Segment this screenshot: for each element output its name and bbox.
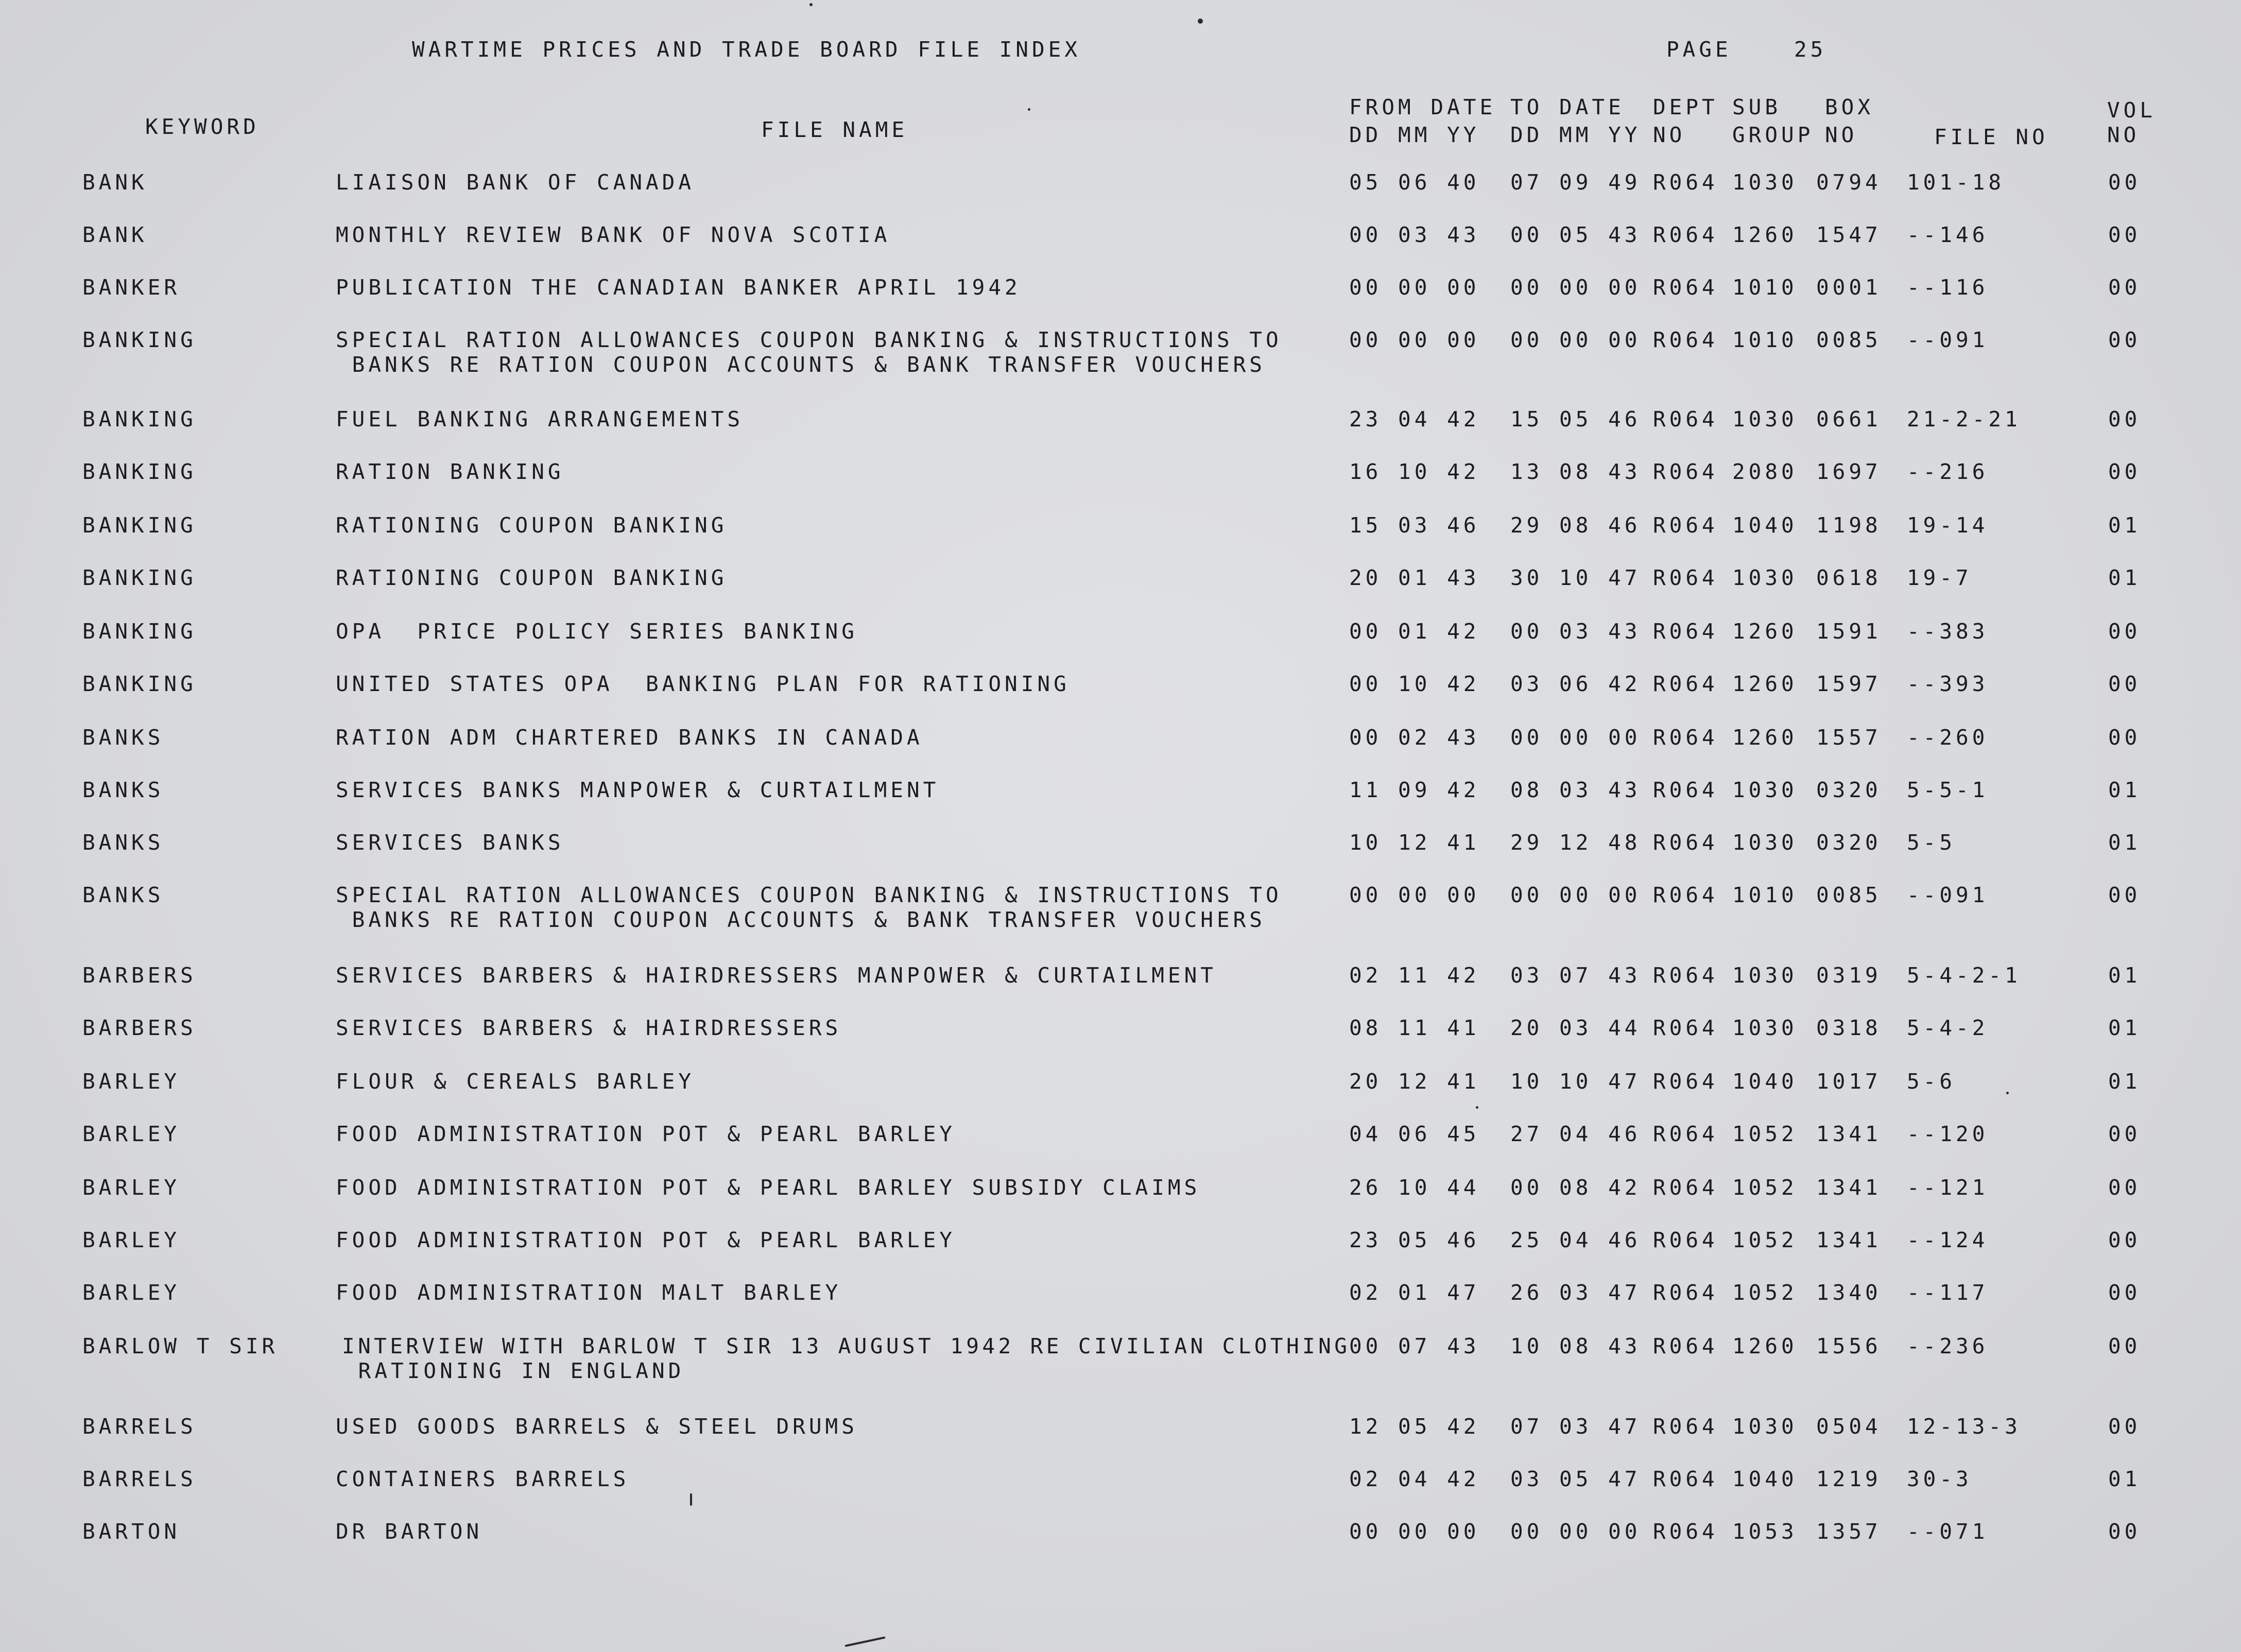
row-vol-no: 00	[2108, 1519, 2141, 1544]
row-dept-no: R064	[1653, 275, 1718, 300]
row-to-date: 00 00 00	[1510, 1519, 1641, 1544]
dust-speck	[690, 1493, 692, 1506]
row-to-date: 08 03 43	[1510, 778, 1641, 802]
row-box-no: 0085	[1816, 883, 1882, 907]
row-from-date: 12 05 42	[1349, 1414, 1480, 1439]
row-sub-group: 1030	[1732, 565, 1798, 590]
header-dept-sub: NO	[1653, 123, 1686, 147]
row-sub-group: 1052	[1732, 1280, 1798, 1305]
row-file-name: RATION BANKING	[336, 459, 564, 484]
row-file-no: 19-7	[1907, 565, 1972, 590]
row-sub-group: 1052	[1732, 1175, 1798, 1200]
header-sub: SUB	[1732, 95, 1782, 119]
row-file-name: SERVICES BANKS	[336, 830, 564, 855]
page-number: 25	[1794, 37, 1827, 62]
row-dept-no: R064	[1653, 883, 1718, 907]
header-vol-no: NO	[2107, 123, 2140, 147]
table-row	[0, 1467, 2241, 1520]
row-sub-group: 1040	[1732, 1069, 1798, 1094]
row-vol-no: 00	[2108, 1334, 2141, 1358]
row-dept-no: R064	[1653, 619, 1718, 644]
row-file-no: --383	[1907, 619, 1989, 644]
row-vol-no: 01	[2108, 1467, 2141, 1491]
row-file-no: 12-13-3	[1907, 1414, 2021, 1439]
row-file-name: OPA PRICE POLICY SERIES BANKING	[336, 619, 858, 644]
row-file-name: SPECIAL RATION ALLOWANCES COUPON BANKING & INSTRUCTIONS TO	[336, 328, 1282, 352]
row-dept-no: R064	[1653, 1175, 1718, 1200]
row-file-name: DR BARTON	[336, 1519, 483, 1544]
row-file-no: 5-4-2	[1907, 1016, 1989, 1040]
table-row	[0, 513, 2241, 566]
row-vol-no: 01	[2108, 1069, 2141, 1094]
row-keyword: BANK	[82, 170, 148, 195]
row-box-no: 0320	[1816, 830, 1882, 855]
table-row	[0, 328, 2241, 381]
row-file-no: --117	[1907, 1280, 1989, 1305]
row-file-name: RATIONING COUPON BANKING	[336, 565, 728, 590]
row-from-date: 20 01 43	[1349, 565, 1480, 590]
row-from-date: 00 00 00	[1349, 275, 1480, 300]
table-row	[0, 1122, 2241, 1175]
row-keyword: BARRELS	[82, 1414, 197, 1439]
row-file-no: --116	[1907, 275, 1989, 300]
row-keyword: BARLEY	[82, 1069, 181, 1094]
table-row	[0, 672, 2241, 725]
row-keyword: BARLEY	[82, 1175, 181, 1200]
row-file-name: FUEL BANKING ARRANGEMENTS	[336, 407, 744, 432]
row-keyword: BARBERS	[82, 1016, 197, 1040]
row-vol-no: 00	[2108, 275, 2141, 300]
row-vol-no: 01	[2108, 778, 2141, 802]
row-file-no: --120	[1907, 1122, 1989, 1146]
row-dept-no: R064	[1653, 565, 1718, 590]
row-box-no: 1556	[1816, 1334, 1882, 1358]
row-from-date: 10 12 41	[1349, 830, 1480, 855]
row-from-date: 00 07 43	[1349, 1334, 1480, 1358]
row-to-date: 27 04 46	[1510, 1122, 1641, 1146]
row-file-name: FOOD ADMINISTRATION MALT BARLEY	[336, 1280, 842, 1305]
row-to-date: 00 00 00	[1510, 328, 1641, 352]
row-keyword: BARBERS	[82, 963, 197, 988]
row-keyword: BANKING	[82, 328, 197, 352]
table-row	[0, 1280, 2241, 1334]
row-box-no: 1341	[1816, 1175, 1882, 1200]
row-file-no: --260	[1907, 725, 1989, 750]
row-dept-no: R064	[1653, 672, 1718, 696]
row-sub-group: 1010	[1732, 328, 1798, 352]
row-keyword: BANKING	[82, 565, 197, 590]
row-keyword: BARTON	[82, 1519, 181, 1544]
row-file-no: --146	[1907, 222, 1989, 247]
row-dept-no: R064	[1653, 725, 1718, 750]
row-from-date: 00 00 00	[1349, 328, 1480, 352]
row-to-date: 20 03 44	[1510, 1016, 1641, 1040]
row-from-date: 00 03 43	[1349, 222, 1480, 247]
row-file-no: 5-5	[1907, 830, 1956, 855]
row-box-no: 1357	[1816, 1519, 1882, 1544]
row-sub-group: 1040	[1732, 1467, 1798, 1491]
row-file-name-continued: BANKS RE RATION COUPON ACCOUNTS & BANK TRANSFER VOUCHERS	[336, 907, 1266, 932]
row-sub-group: 1052	[1732, 1228, 1798, 1252]
row-file-name: FLOUR & CEREALS BARLEY	[336, 1069, 695, 1094]
row-sub-group: 1260	[1732, 1334, 1798, 1358]
row-file-no: 30-3	[1907, 1467, 1972, 1491]
dust-speck	[2006, 1092, 2009, 1094]
row-vol-no: 00	[2108, 1414, 2141, 1439]
row-box-no: 1219	[1816, 1467, 1882, 1491]
row-file-name: SERVICES BARBERS & HAIRDRESSERS MANPOWER & CURTAILMENT	[336, 963, 1217, 988]
row-from-date: 26 10 44	[1349, 1175, 1480, 1200]
row-file-no: --124	[1907, 1228, 1989, 1252]
header-to-date: TO DATE	[1510, 95, 1625, 119]
row-dept-no: R064	[1653, 222, 1718, 247]
row-keyword: BARLEY	[82, 1228, 181, 1252]
row-keyword: BARLEY	[82, 1122, 181, 1146]
row-keyword: BANKING	[82, 459, 197, 484]
row-sub-group: 1052	[1732, 1122, 1798, 1146]
header-from-date: FROM DATE	[1349, 95, 1496, 119]
row-from-date: 02 11 42	[1349, 963, 1480, 988]
row-vol-no: 00	[2108, 222, 2141, 247]
row-box-no: 0661	[1816, 407, 1882, 432]
row-keyword: BANKING	[82, 513, 197, 538]
row-box-no: 1017	[1816, 1069, 1882, 1094]
row-file-no: 5-4-2-1	[1907, 963, 2021, 988]
row-to-date: 03 07 43	[1510, 963, 1641, 988]
header-box-no: NO	[1825, 123, 1858, 147]
row-box-no: 1547	[1816, 222, 1882, 247]
row-file-no: --216	[1907, 459, 1989, 484]
row-to-date: 30 10 47	[1510, 565, 1641, 590]
table-row	[0, 1414, 2241, 1468]
table-row	[0, 565, 2241, 619]
table-row	[0, 222, 2241, 276]
row-from-date: 00 10 42	[1349, 672, 1480, 696]
header-file-name: FILE NAME	[761, 117, 908, 142]
row-dept-no: R064	[1653, 1467, 1718, 1491]
row-sub-group: 1260	[1732, 672, 1798, 696]
row-file-no: 5-5-1	[1907, 778, 1989, 802]
row-dept-no: R064	[1653, 1122, 1718, 1146]
row-file-name: FOOD ADMINISTRATION POT & PEARL BARLEY SUBSIDY CLAIMS	[336, 1175, 1201, 1200]
row-vol-no: 00	[2108, 1175, 2141, 1200]
row-keyword: BANKS	[82, 725, 164, 750]
row-from-date: 00 01 42	[1349, 619, 1480, 644]
row-dept-no: R064	[1653, 170, 1718, 195]
table-row	[0, 459, 2241, 513]
row-file-name: LIAISON BANK OF CANADA	[336, 170, 695, 195]
row-box-no: 0794	[1816, 170, 1882, 195]
row-sub-group: 1030	[1732, 830, 1798, 855]
row-sub-group: 1010	[1732, 883, 1798, 907]
row-sub-group: 1030	[1732, 1016, 1798, 1040]
row-file-name: SERVICES BARBERS & HAIRDRESSERS	[336, 1016, 842, 1040]
row-dept-no: R064	[1653, 1069, 1718, 1094]
row-from-date: 23 04 42	[1349, 407, 1480, 432]
row-vol-no: 00	[2108, 1280, 2141, 1305]
table-row	[0, 1175, 2241, 1229]
row-box-no: 0001	[1816, 275, 1882, 300]
row-from-date: 02 01 47	[1349, 1280, 1480, 1305]
row-box-no: 1597	[1816, 672, 1882, 696]
row-to-date: 03 06 42	[1510, 672, 1641, 696]
row-file-name-continued: BANKS RE RATION COUPON ACCOUNTS & BANK TRANSFER VOUCHERS	[336, 352, 1266, 377]
row-file-no: --121	[1907, 1175, 1989, 1200]
row-vol-no: 00	[2108, 1122, 2141, 1146]
row-file-name: UNITED STATES OPA BANKING PLAN FOR RATIONING	[336, 672, 1070, 696]
row-to-date: 00 00 00	[1510, 275, 1641, 300]
header-from-date-sub: DD MM YY	[1349, 123, 1480, 147]
row-to-date: 10 08 43	[1510, 1334, 1641, 1358]
row-dept-no: R064	[1653, 830, 1718, 855]
table-row	[0, 1016, 2241, 1069]
row-box-no: 0504	[1816, 1414, 1882, 1439]
table-row	[0, 407, 2241, 460]
row-sub-group: 1260	[1732, 725, 1798, 750]
table-row	[0, 170, 2241, 223]
row-dept-no: R064	[1653, 1334, 1718, 1358]
row-vol-no: 00	[2108, 883, 2141, 907]
row-file-no: 21-2-21	[1907, 407, 2021, 432]
table-row	[0, 963, 2241, 1017]
row-sub-group: 1260	[1732, 619, 1798, 644]
row-box-no: 1341	[1816, 1122, 1882, 1146]
table-row	[0, 778, 2241, 831]
row-sub-group: 1040	[1732, 513, 1798, 538]
row-sub-group: 1030	[1732, 1414, 1798, 1439]
row-file-name: INTERVIEW WITH BARLOW T SIR 13 AUGUST 1942 RE CIVILIAN CLOTHING	[342, 1334, 1351, 1358]
row-vol-no: 00	[2108, 170, 2141, 195]
row-to-date: 15 05 46	[1510, 407, 1641, 432]
row-from-date: 16 10 42	[1349, 459, 1480, 484]
row-box-no: 0320	[1816, 778, 1882, 802]
row-sub-group: 1030	[1732, 778, 1798, 802]
dust-speck	[844, 1637, 885, 1647]
header-to-date-sub: DD MM YY	[1510, 123, 1641, 147]
row-from-date: 11 09 42	[1349, 778, 1480, 802]
row-dept-no: R064	[1653, 1228, 1718, 1252]
row-file-no: --091	[1907, 883, 1989, 907]
row-file-name: RATIONING COUPON BANKING	[336, 513, 728, 538]
row-to-date: 00 03 43	[1510, 619, 1641, 644]
header-keyword: KEYWORD	[145, 114, 260, 139]
row-keyword: BARLEY	[82, 1280, 181, 1305]
row-vol-no: 00	[2108, 672, 2141, 696]
row-sub-group: 1260	[1732, 222, 1798, 247]
row-file-name: PUBLICATION THE CANADIAN BANKER APRIL 1942	[336, 275, 1021, 300]
row-file-name: FOOD ADMINISTRATION POT & PEARL BARLEY	[336, 1228, 956, 1252]
header-sub-group: GROUP	[1732, 123, 1814, 147]
row-from-date: 23 05 46	[1349, 1228, 1480, 1252]
row-keyword: BANK	[82, 222, 148, 247]
row-dept-no: R064	[1653, 963, 1718, 988]
row-from-date: 08 11 41	[1349, 1016, 1480, 1040]
row-sub-group: 1010	[1732, 275, 1798, 300]
page-title: WARTIME PRICES AND TRADE BOARD FILE INDEX	[412, 37, 1081, 62]
row-file-no: --091	[1907, 328, 1989, 352]
row-from-date: 00 02 43	[1349, 725, 1480, 750]
row-sub-group: 2080	[1732, 459, 1798, 484]
row-box-no: 0318	[1816, 1016, 1882, 1040]
table-row	[0, 619, 2241, 673]
row-sub-group: 1053	[1732, 1519, 1798, 1544]
row-from-date: 20 12 41	[1349, 1069, 1480, 1094]
row-to-date: 03 05 47	[1510, 1467, 1641, 1491]
row-keyword: BANKS	[82, 883, 164, 907]
row-file-name: SERVICES BANKS MANPOWER & CURTAILMENT	[336, 778, 940, 802]
row-from-date: 00 00 00	[1349, 1519, 1480, 1544]
row-file-name: MONTHLY REVIEW BANK OF NOVA SCOTIA	[336, 222, 891, 247]
row-keyword: BANKING	[82, 619, 197, 644]
row-keyword: BANKER	[82, 275, 181, 300]
row-box-no: 1341	[1816, 1228, 1882, 1252]
header-dept: DEPT	[1653, 95, 1718, 119]
row-dept-no: R064	[1653, 459, 1718, 484]
table-row	[0, 1334, 2241, 1387]
row-keyword: BANKING	[82, 672, 197, 696]
row-to-date: 29 08 46	[1510, 513, 1641, 538]
row-to-date: 26 03 47	[1510, 1280, 1641, 1305]
row-from-date: 00 00 00	[1349, 883, 1480, 907]
row-keyword: BANKING	[82, 407, 197, 432]
row-to-date: 25 04 46	[1510, 1228, 1641, 1252]
header-vol: VOL	[2107, 98, 2157, 123]
row-box-no: 0085	[1816, 328, 1882, 352]
row-vol-no: 00	[2108, 725, 2141, 750]
row-dept-no: R064	[1653, 1280, 1718, 1305]
row-file-no: --236	[1907, 1334, 1989, 1358]
dust-speck	[1028, 108, 1030, 111]
page-label: PAGE	[1666, 37, 1732, 62]
row-from-date: 04 06 45	[1349, 1122, 1480, 1146]
row-file-name: RATION ADM CHARTERED BANKS IN CANADA	[336, 725, 923, 750]
row-dept-no: R064	[1653, 778, 1718, 802]
row-vol-no: 00	[2108, 619, 2141, 644]
row-dept-no: R064	[1653, 328, 1718, 352]
table-row	[0, 1519, 2241, 1573]
row-dept-no: R064	[1653, 513, 1718, 538]
row-vol-no: 01	[2108, 830, 2141, 855]
dust-speck	[1198, 19, 1203, 24]
row-to-date: 00 05 43	[1510, 222, 1641, 247]
row-dept-no: R064	[1653, 407, 1718, 432]
row-box-no: 0319	[1816, 963, 1882, 988]
row-to-date: 10 10 47	[1510, 1069, 1641, 1094]
row-to-date: 07 03 47	[1510, 1414, 1641, 1439]
row-vol-no: 00	[2108, 459, 2141, 484]
row-vol-no: 01	[2108, 963, 2141, 988]
row-to-date: 00 00 00	[1510, 883, 1641, 907]
row-file-name: FOOD ADMINISTRATION POT & PEARL BARLEY	[336, 1122, 956, 1146]
table-row	[0, 1228, 2241, 1281]
row-to-date: 07 09 49	[1510, 170, 1641, 195]
table-row	[0, 830, 2241, 884]
row-file-name: CONTAINERS BARRELS	[336, 1467, 630, 1491]
row-to-date: 00 08 42	[1510, 1175, 1641, 1200]
row-sub-group: 1030	[1732, 963, 1798, 988]
row-file-no: --071	[1907, 1519, 1989, 1544]
row-sub-group: 1030	[1732, 407, 1798, 432]
row-to-date: 13 08 43	[1510, 459, 1641, 484]
row-box-no: 1557	[1816, 725, 1882, 750]
row-box-no: 1198	[1816, 513, 1882, 538]
row-keyword: BARLOW T SIR	[82, 1334, 279, 1358]
row-file-name-continued: RATIONING IN ENGLAND	[342, 1358, 685, 1383]
row-file-no: 5-6	[1907, 1069, 1956, 1094]
row-box-no: 0618	[1816, 565, 1882, 590]
row-file-name: USED GOODS BARRELS & STEEL DRUMS	[336, 1414, 858, 1439]
table-row	[0, 725, 2241, 779]
row-file-name: SPECIAL RATION ALLOWANCES COUPON BANKING & INSTRUCTIONS TO	[336, 883, 1282, 907]
row-from-date: 05 06 40	[1349, 170, 1480, 195]
row-dept-no: R064	[1653, 1414, 1718, 1439]
row-file-no: 101-18	[1907, 170, 2005, 195]
row-box-no: 1697	[1816, 459, 1882, 484]
row-dept-no: R064	[1653, 1016, 1718, 1040]
table-row	[0, 275, 2241, 329]
header-file-no: FILE NO	[1934, 125, 2048, 149]
row-keyword: BARRELS	[82, 1467, 197, 1491]
row-vol-no: 01	[2108, 513, 2141, 538]
row-vol-no: 00	[2108, 328, 2141, 352]
row-to-date: 29 12 48	[1510, 830, 1641, 855]
row-sub-group: 1030	[1732, 170, 1798, 195]
row-vol-no: 00	[2108, 407, 2141, 432]
table-row	[0, 883, 2241, 936]
row-from-date: 15 03 46	[1349, 513, 1480, 538]
header-box: BOX	[1825, 95, 1874, 119]
row-keyword: BANKS	[82, 830, 164, 855]
table-row	[0, 1069, 2241, 1123]
row-dept-no: R064	[1653, 1519, 1718, 1544]
row-file-no: 19-14	[1907, 513, 1989, 538]
dust-speck	[809, 3, 813, 6]
row-box-no: 1340	[1816, 1280, 1882, 1305]
row-box-no: 1591	[1816, 619, 1882, 644]
dust-speck	[1476, 1106, 1478, 1109]
row-vol-no: 00	[2108, 1228, 2141, 1252]
row-vol-no: 01	[2108, 1016, 2141, 1040]
row-file-no: --393	[1907, 672, 1989, 696]
row-to-date: 00 00 00	[1510, 725, 1641, 750]
row-from-date: 02 04 42	[1349, 1467, 1480, 1491]
row-keyword: BANKS	[82, 778, 164, 802]
row-vol-no: 01	[2108, 565, 2141, 590]
